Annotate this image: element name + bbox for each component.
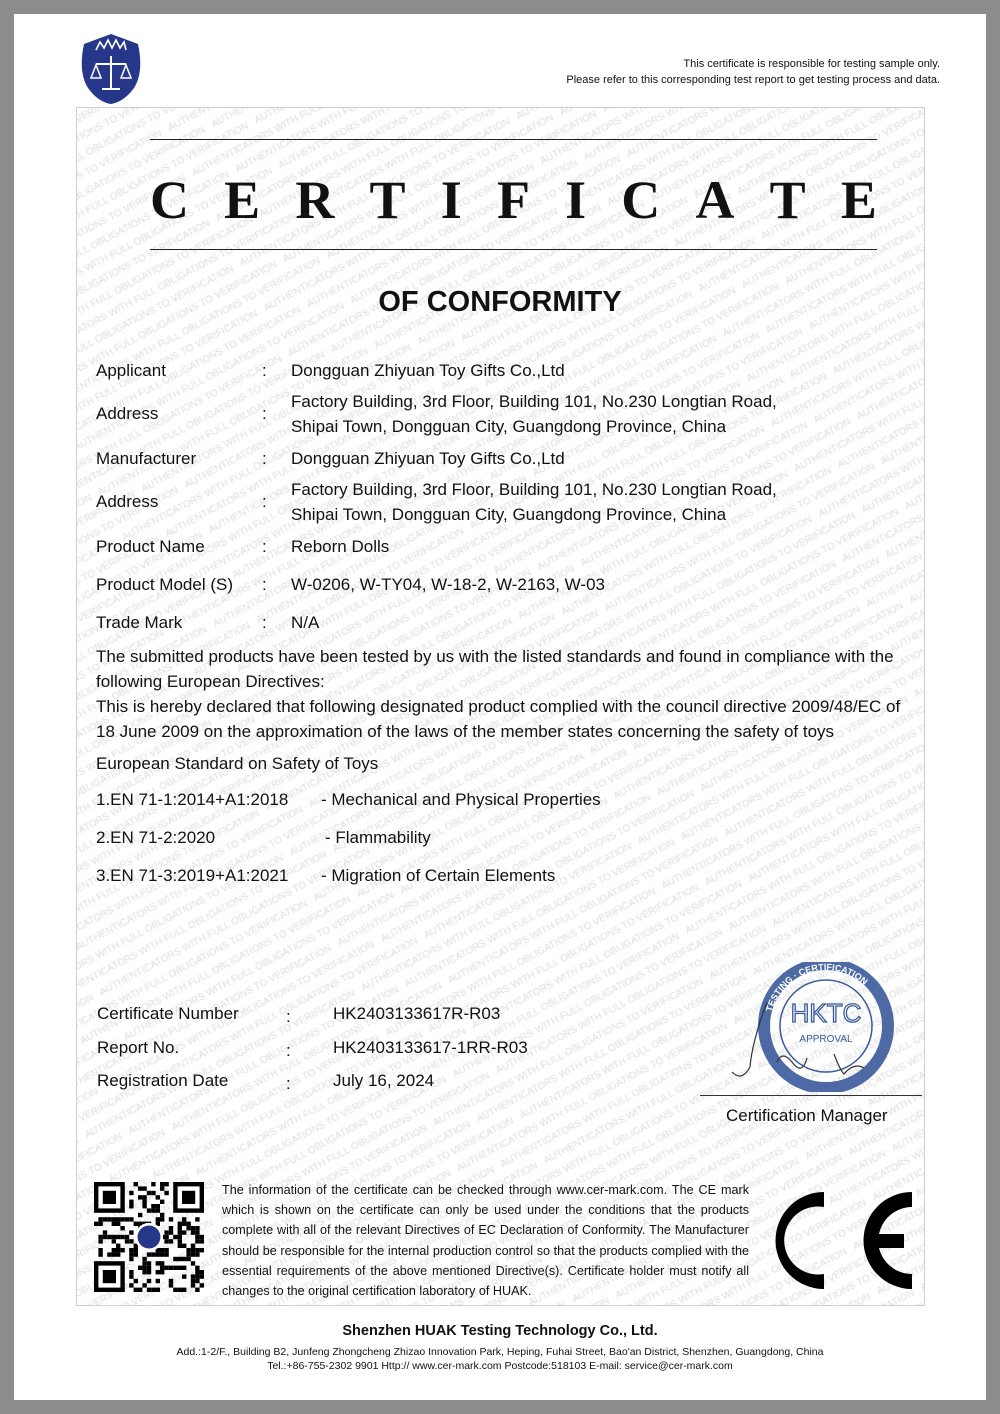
cert-info-label: Report No. — [97, 1037, 180, 1057]
cert-info-label: Registration Date — [97, 1071, 229, 1090]
address-line: Add.:1-2/F., Building B2, Junfeng Zhongcheng Zhizao Innovation Park, Heping, Fuhai Street, Bao'an District, Shenzhen, Guangdong, China — [176, 1346, 824, 1358]
field-value-line: Factory Building, 3rd Floor, Building 101, No.230 Longtian Road, — [291, 480, 777, 499]
field-value — [291, 358, 565, 383]
title-rule-bottom — [150, 249, 877, 250]
ce-mark-icon — [772, 1188, 917, 1293]
title-letter: I — [440, 170, 462, 230]
standards-heading: European Standard on Safety of Toys — [96, 754, 379, 773]
field-value-line: N/A — [291, 613, 320, 632]
title-letter: C — [621, 170, 661, 230]
field-label: Product Name — [96, 537, 205, 556]
field-label: Manufacturer — [96, 449, 197, 468]
cert-info-label: Certificate Number — [97, 1004, 239, 1023]
field-value-line: Reborn Dolls — [291, 537, 390, 556]
company-address — [0, 1345, 1000, 1373]
field-value — [291, 477, 777, 527]
field-label: Address — [96, 492, 159, 511]
manager-label: Certification Manager — [726, 1106, 888, 1125]
field-value-line: W-0206, W-TY04, W-18-2, W-2163, W-03 — [291, 575, 605, 594]
field-colon: : — [262, 449, 267, 468]
cert-info-colon: : — [286, 1040, 291, 1060]
cert-info-value: HK2403133617-1RR-R03 — [333, 1037, 528, 1057]
huak-logo — [76, 32, 146, 106]
field-value-line: Dongguan Zhiyuan Toy Gifts Co.,Ltd — [291, 449, 565, 468]
field-label: Applicant — [96, 361, 166, 380]
standard-code: 2.EN 71-2:2020 — [96, 828, 216, 847]
field-value-line: Dongguan Zhiyuan Toy Gifts Co.,Ltd — [291, 361, 565, 380]
title-rule-top — [150, 139, 877, 140]
field-value — [291, 572, 605, 597]
field-colon: : — [262, 537, 267, 556]
field-label: Trade Mark — [96, 613, 183, 632]
field-value-line: Shipai Town, Dongguan City, Guangdong Province, China — [291, 505, 727, 524]
statement-compliance: The submitted products have been tested by us with the listed standards and found in compliance with the following European Directives: — [96, 647, 894, 691]
field-value — [291, 534, 389, 559]
cert-info-value: HK2403133617R-R03 — [333, 1004, 501, 1023]
field-colon: : — [262, 361, 267, 380]
field-value-line: Shipai Town, Dongguan City, Guangdong Province, China — [291, 417, 727, 436]
cert-info-colon: : — [286, 1074, 291, 1093]
stamp-center-text: HKTC — [790, 998, 862, 1028]
subtitle: OF CONFORMITY — [378, 286, 622, 318]
title-letter: R — [295, 170, 335, 230]
contact-line: Tel.:+86-755-2302 9901 Http:// www.cer-mark.com Postcode:518103 E-mail: service@cer-mark.com — [267, 1360, 733, 1372]
field-colon: : — [262, 575, 267, 594]
disclaimer-note — [566, 56, 940, 88]
disclaimer-line-1: This certificate is responsible for testing sample only. — [683, 58, 940, 70]
title-letter: T — [769, 170, 806, 230]
standard-description: - Flammability — [325, 828, 431, 847]
field-label: Product Model (S) — [96, 575, 233, 594]
stamp-sub-text: APPROVAL — [799, 1034, 853, 1045]
title-letter: I — [565, 170, 587, 230]
standard-description: - Migration of Certain Elements — [321, 866, 556, 885]
standard-code: 1.EN 71-1:2014+A1:2018 — [96, 790, 289, 809]
stamp-ring-text: TESTING · CERTIFICATION — [764, 962, 870, 1013]
certificate-title — [150, 170, 877, 230]
statement-directive: This is hereby declared that following designated product complied with the council directive 2009/48/EC of 18 June 2009 on the approximation of the laws of the member states concerning the safety of toys — [96, 697, 901, 741]
field-value — [291, 446, 565, 471]
field-label: Address — [96, 404, 159, 423]
field-colon: : — [262, 492, 267, 511]
field-value — [291, 610, 319, 635]
company-name: Shenzhen HUAK Testing Technology Co., Ltd. — [342, 1323, 658, 1339]
title-letter: A — [695, 170, 735, 230]
title-letter: F — [496, 170, 530, 230]
title-letter: E — [224, 170, 261, 230]
field-value — [291, 389, 777, 439]
title-letter: E — [840, 170, 877, 230]
field-value-line: Factory Building, 3rd Floor, Building 101, No.230 Longtian Road, — [291, 392, 777, 411]
cert-info-value: July 16, 2024 — [333, 1071, 435, 1090]
approval-stamp — [722, 962, 902, 1092]
field-colon: : — [262, 613, 267, 632]
field-colon: : — [262, 404, 267, 423]
standard-code: 3.EN 71-3:2019+A1:2021 — [96, 866, 289, 885]
disclaimer-line-2: Please refer to this corresponding test report to get testing process and data. — [566, 74, 940, 86]
qr-code[interactable] — [94, 1182, 204, 1292]
cert-info-colon: : — [286, 1007, 291, 1026]
title-letter: T — [369, 170, 406, 230]
title-letter: C — [150, 170, 189, 230]
standard-description: - Mechanical and Physical Properties — [321, 790, 601, 809]
verification-info: The information of the certificate can be checked through www.cer-mark.com. The CE mark which is shown on the certificate can only be used under the conditions that the products complete with all of the relevant Directives of EC Declaration of Conformity. The Manufacturer should be responsible for the internal production control so that the products complied with the essential requirements of the above mentioned Directive(s). Certificate holder must notify all changes to the original certification laboratory of HUAK. — [222, 1183, 749, 1299]
signature-line — [700, 1095, 922, 1096]
